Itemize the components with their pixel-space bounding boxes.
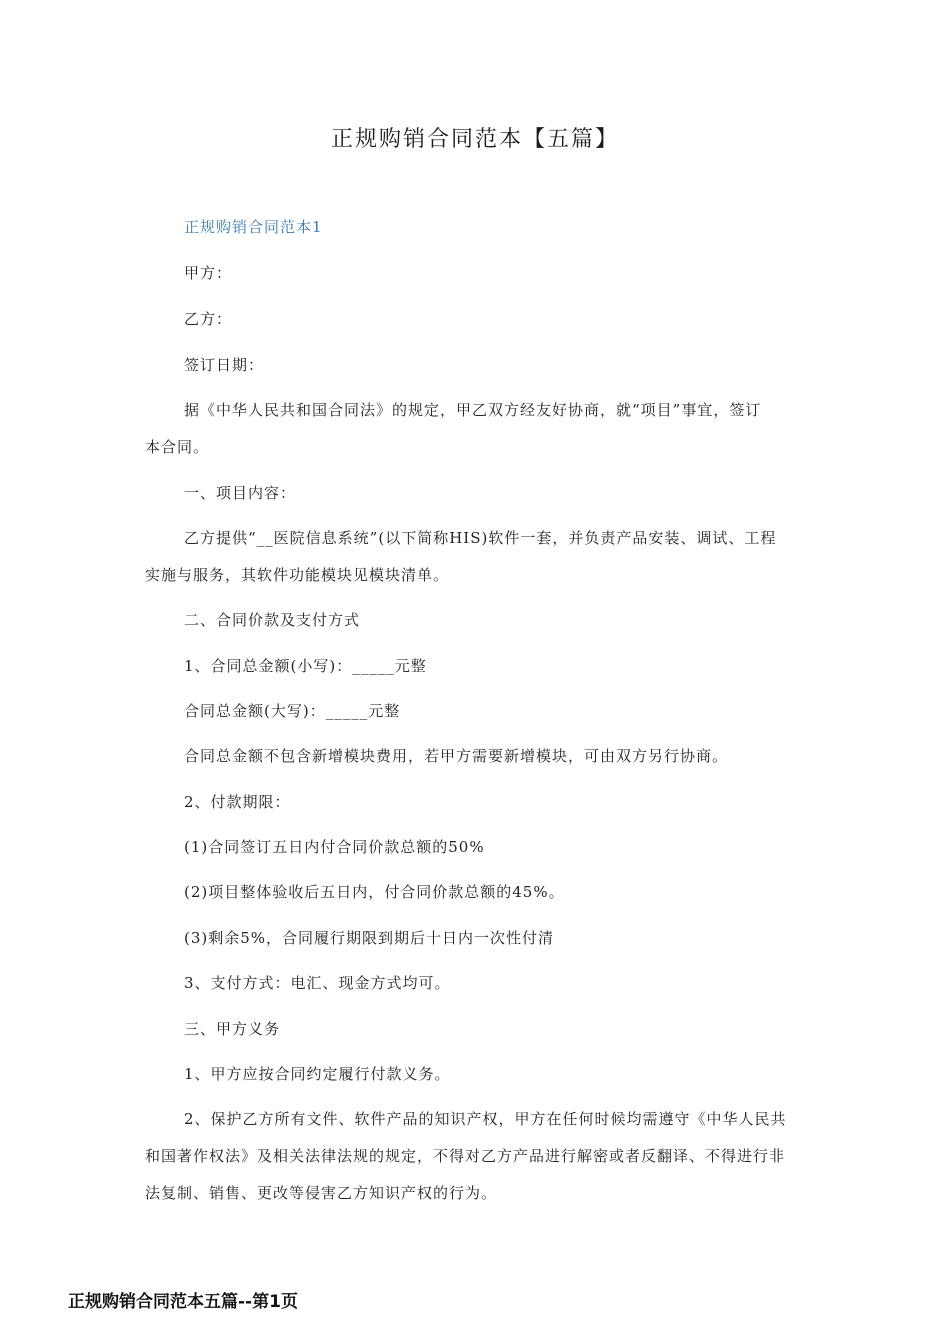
paragraph-line: 1、合同总金额(小写)：_____元整 <box>184 657 427 675</box>
paragraph-line: 3、支付方式：电汇、现金方式均可。 <box>184 974 451 992</box>
party-a-line: 甲方： <box>184 264 233 282</box>
paragraph-line: (3)剩余5%，合同履行期限到期后十日内一次性付清 <box>184 929 555 947</box>
paragraph-line: 合同总金额(大写)：_____元整 <box>184 702 401 720</box>
clause-heading: 三、甲方义务 <box>184 1020 281 1038</box>
clause-heading: 二、合同价款及支付方式 <box>184 611 361 629</box>
paragraph-line: 和国著作权法》及相关法律法规的规定，不得对乙方产品进行解密或者反翻译、不得进行非 <box>145 1147 786 1165</box>
paragraph-line: 法复制、销售、更改等侵害乙方知识产权的行为。 <box>145 1184 498 1202</box>
signing-date-line: 签订日期： <box>184 356 265 374</box>
paragraph-line: 2、付款期限： <box>184 793 291 811</box>
clause-heading: 一、项目内容： <box>184 484 297 502</box>
paragraph-line: 1、甲方应按合同约定履行付款义务。 <box>184 1065 451 1083</box>
section-heading: 正规购销合同范本1 <box>184 218 323 236</box>
paragraph-line: 本合同。 <box>145 438 210 456</box>
paragraph-line: 实施与服务，其软件功能模块见模块清单。 <box>145 566 450 584</box>
paragraph-line: 乙方提供“__医院信息系统”(以下简称HIS)软件一套，并负责产品安装、调试、工程 <box>184 529 777 547</box>
paragraph-line: 据《中华人民共和国合同法》的规定，甲乙双方经友好协商，就“项目”事宜，签订 <box>184 401 762 419</box>
page-footer: 正规购销合同范本五篇--第1页 <box>68 1292 298 1312</box>
paragraph-line: (1)合同签订五日内付合同价款总额的50% <box>184 838 485 856</box>
document-title: 正规购销合同范本【五篇】 <box>330 127 619 152</box>
paragraph-line: (2)项目整体验收后五日内，付合同价款总额的45%。 <box>184 883 565 901</box>
party-b-line: 乙方： <box>184 310 233 328</box>
paragraph-line: 合同总金额不包含新增模块费用，若甲方需要新增模块，可由双方另行协商。 <box>184 747 729 765</box>
paragraph-line: 2、保护乙方所有文件、软件产品的知识产权，甲方在任何时候均需遵守《中华人民共 <box>184 1110 787 1128</box>
